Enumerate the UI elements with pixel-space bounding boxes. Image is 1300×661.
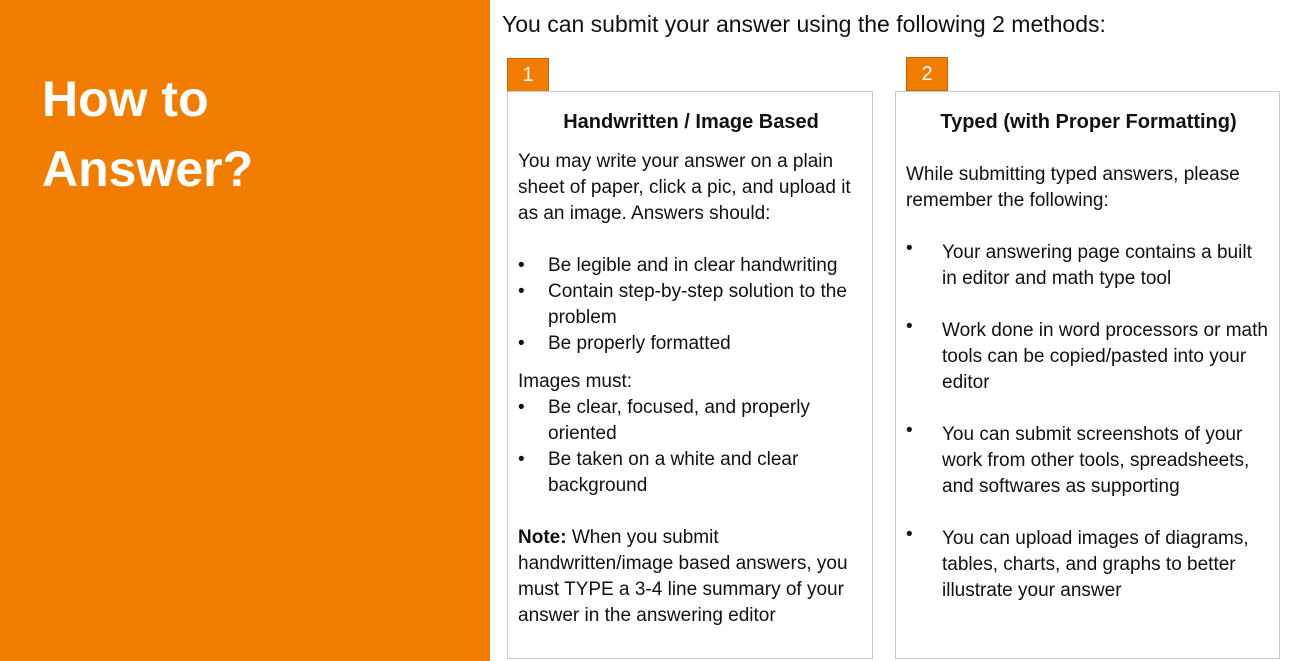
method-2-card — [895, 91, 1280, 659]
page-title — [42, 64, 462, 204]
title-line-2: Answer? — [42, 141, 254, 197]
method-1-intro: You may write your answer on a plain sheet of paper, click a pic, and upload it as an image. Answers should: — [518, 151, 851, 224]
list-item: • Be properly formatted — [518, 331, 864, 357]
title-line-1: How to — [42, 71, 209, 127]
note-paragraph — [518, 525, 864, 629]
list-item: • Work done in word processors or math tools can be copied/pasted into your editor — [906, 318, 1271, 396]
list-item: • Your answering page contains a built in editor and math type tool — [906, 240, 1271, 292]
answers-should-list — [518, 253, 864, 357]
note-label: Note: — [518, 527, 567, 548]
method-1-card — [507, 91, 873, 659]
method-2-heading: Typed (with Proper Formatting) — [940, 111, 1237, 133]
method-1-heading: Handwritten / Image Based — [563, 111, 819, 133]
list-item: • You can upload images of diagrams, tables, charts, and graphs to better illustrate your answer — [906, 526, 1271, 604]
method-1-number-badge: 1 — [507, 58, 549, 92]
method-2-number-badge: 2 — [906, 57, 948, 91]
method-2-intro: While submitting typed answers, please remember the following: — [906, 164, 1240, 211]
intro-text: You can submit your answer using the following 2 methods: — [502, 11, 1106, 37]
note-text: When you submit handwritten/image based answers, you must TYPE a 3-4 line summary of your answer in the answering editor — [518, 527, 848, 626]
list-item: • Be taken on a white and clear background — [518, 447, 864, 499]
list-item: • Be clear, focused, and properly oriented — [518, 395, 864, 447]
title-panel — [0, 0, 490, 661]
list-item: • You can submit screenshots of your work from other tools, spreadsheets, and softwares as supporting — [906, 422, 1271, 500]
images-must-list — [518, 395, 864, 499]
images-must-label: Images must: — [518, 371, 633, 392]
typed-answers-list — [906, 240, 1271, 604]
list-item: • Contain step-by-step solution to the problem — [518, 279, 864, 331]
list-item: • Be legible and in clear handwriting — [518, 253, 864, 279]
